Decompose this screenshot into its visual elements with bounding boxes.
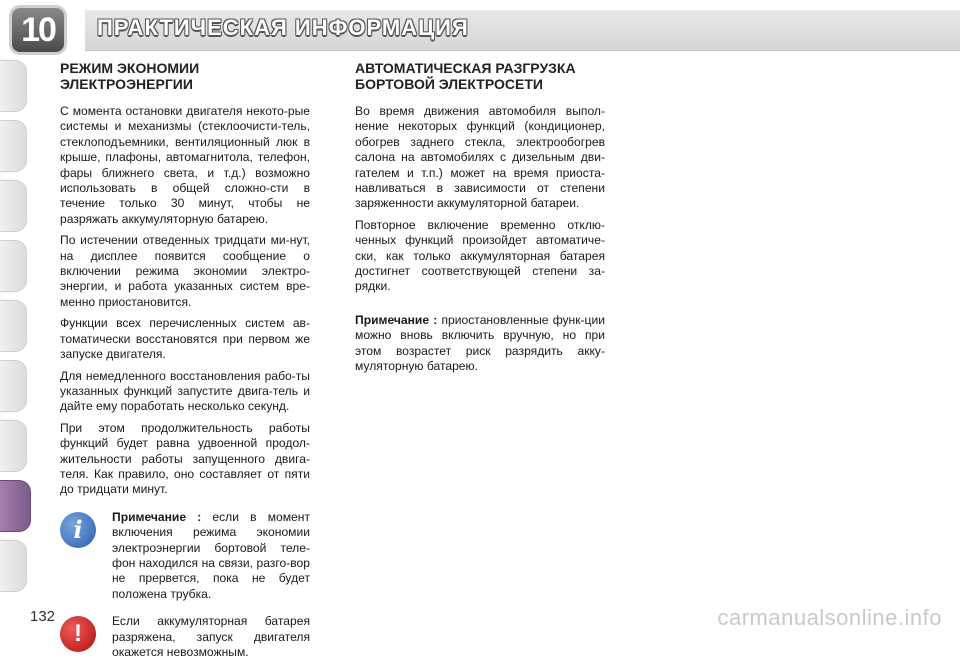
info-icon: i [60, 512, 96, 548]
page-header [0, 0, 960, 50]
paragraph: С момента остановки двигателя некото-рые системы и механизмы (стеклоочисти-тель, стеклоподъемники, вентиляционный люк в крыше, плафоны, автомагнитола, телефон, фары ближнего света, и т.д.) возможно использовать в общей сложно-сти в течение только 30 минут, чтобы не разряжать аккумуляторную батарею. [60, 104, 310, 226]
left-column [60, 60, 310, 670]
paragraph: При этом продолжительность работы функций будет равна удвоенной продол-жительности работы запущенного двига-теля. Как правило, оно составляет от пяти до тридцати минут. [60, 420, 310, 497]
chapter-tab-5[interactable] [0, 300, 27, 352]
chapter-tab-3[interactable] [0, 180, 27, 232]
note-label: Примечание : [112, 509, 202, 524]
chapter-tab-4[interactable] [0, 240, 27, 292]
paragraph: По истечении отведенных тридцати ми-нут, на дисплее появится сообщение о включении режима экономии электро-энергии, и работа указанных систем вре-менно приостановится. [60, 233, 310, 309]
right-column [355, 60, 605, 381]
chapter-tab-6[interactable] [0, 360, 27, 412]
chapter-tab-7[interactable] [0, 420, 27, 472]
chapter-tab-1[interactable] [0, 60, 27, 112]
note-label: Примечание : [355, 312, 438, 327]
section-heading-load-shedding: АВТОМАТИЧЕСКАЯ РАЗГРУЗКА БОРТОВОЙ ЭЛЕКТРОСЕТИ [355, 60, 576, 92]
paragraph: Функции всех перечисленных систем ав-томатически восстановятся при первом же запуске двигателя. [60, 316, 310, 362]
chapter-tabs [0, 60, 34, 600]
paragraph: Для немедленного восстановления рабо-ты указанных функций запустите двига-тель и дайте ему поработать несколько секунд. [60, 368, 310, 414]
chapter-title: ПРАКТИЧЕСКАЯ ИНФОРМАЦИЯ [97, 15, 469, 40]
chapter-tab-2[interactable] [0, 120, 27, 172]
chapter-tab-11[interactable] [0, 540, 27, 592]
chapter-number-badge: 10 [12, 8, 64, 52]
section-heading-power-saving: РЕЖИМ ЭКОНОМИИ ЭЛЕКТРОЭНЕРГИИ [60, 60, 200, 92]
paragraph: Во время движения автомобиля выпол-нение некоторых функций (кондиционер, обогрев заднего стекла, электрообогрев салона на автомобилях с дизельным дви-гателем и т.п.) может на время приоста-навливаться в зависимости от степени заряженности аккумуляторной батареи. [355, 104, 605, 211]
warning-text: Если аккумуляторная батарея разряжена, запуск двигателя окажется невозможным. [112, 614, 310, 659]
note-text: если в момент включения режима экономии электроэнергии бортовой теле-фон находился на связи, разго-вор не прервется, пока не будет положена трубка. [112, 509, 310, 601]
watermark: carmanualsonline.info [717, 605, 942, 630]
page-number: 132 [30, 608, 56, 625]
note-text: приостановленные функ-ции можно вновь включить вручную, но при этом возрастет риск разрядить акку-муляторную батарею. [355, 312, 605, 374]
exclamation-icon: ! [60, 616, 96, 652]
paragraph: Повторное включение временно отклю-ченных функций произойдет автоматиче-ски, как только аккумуляторная батарея достигнет соответствующей степени за-рядки. [355, 217, 605, 294]
warning-note [60, 614, 310, 670]
info-note [60, 510, 310, 602]
note-paragraph [355, 313, 605, 375]
chapter-tab-10-active[interactable] [0, 480, 31, 532]
